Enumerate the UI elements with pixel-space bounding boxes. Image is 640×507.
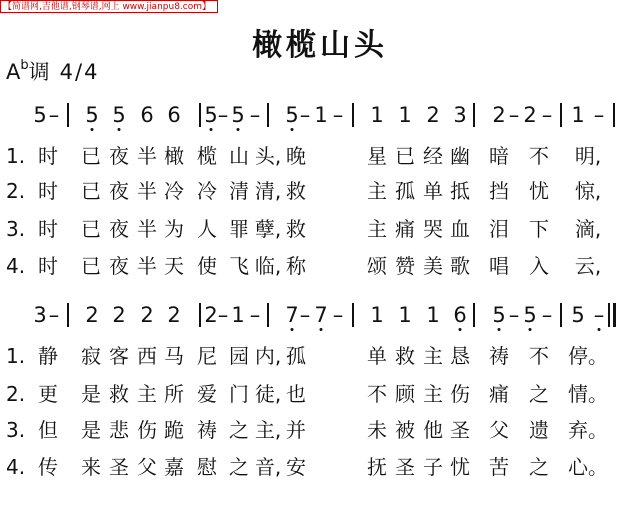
lyric-line-1-verse-2 [0, 176, 640, 206]
note: 2 [426, 103, 440, 127]
lyric-char: 罪 [229, 217, 249, 241]
lower-octave-dot [210, 128, 213, 131]
dash-extension: – [249, 103, 261, 127]
lyric-char: 来 [81, 455, 101, 479]
dash-extension: – [508, 303, 520, 327]
dash-extension: – [217, 303, 229, 327]
lyric-char: 入 [529, 254, 549, 278]
barline [67, 303, 69, 327]
note: 1 [571, 103, 585, 127]
lyric-char: 血 [450, 217, 470, 241]
lyric-char: 晚 [286, 144, 306, 168]
note: 1 [398, 103, 412, 127]
lyric-char: 内, [254, 344, 282, 368]
dash-extension: – [48, 103, 60, 127]
note: 5 [492, 303, 506, 327]
song-title: 橄榄山头 [252, 28, 388, 63]
lyric-char: 忧 [529, 179, 549, 203]
time-signature: 4/4 [59, 60, 100, 84]
dash-extension: – [541, 303, 553, 327]
verse-number: 4. [6, 254, 26, 278]
lyric-char: 孤 [395, 179, 415, 203]
lower-octave-dot [291, 128, 294, 131]
verse-number: 3. [6, 217, 26, 241]
lyric-char: 使 [197, 254, 217, 278]
lower-octave-dot [320, 328, 323, 331]
lyric-char: 跪 [164, 418, 184, 442]
note: 1 [314, 103, 328, 127]
barline [267, 303, 269, 327]
lyric-char: 云, [574, 254, 602, 278]
lyric-char: 救 [395, 344, 415, 368]
lyric-char: 明, [574, 144, 602, 168]
lyric-char: 子 [423, 455, 443, 479]
note: 2 [112, 303, 126, 327]
lyric-char: 临, [254, 254, 282, 278]
lyric-char: 安 [286, 455, 306, 479]
dash-extension: – [249, 303, 261, 327]
lyric-char: 已 [81, 179, 101, 203]
lyric-char: 圣 [395, 455, 415, 479]
notation-row-2 [0, 300, 640, 330]
lower-octave-dot [118, 128, 121, 131]
lyric-char: 单 [423, 179, 443, 203]
lyric-char: 挡 [489, 179, 509, 203]
lyric-char: 恳 [450, 344, 470, 368]
lyric-char: 苦 [489, 455, 509, 479]
verse-number: 2. [6, 382, 26, 406]
lyric-char: 心。 [568, 455, 608, 479]
note: 5 [204, 103, 218, 127]
lyric-char: 伤 [450, 382, 470, 406]
lyric-char: 赞 [395, 254, 415, 278]
verse-number: 1. [6, 344, 26, 368]
lyric-char: 静 [38, 344, 58, 368]
lyric-line-2-verse-1 [0, 341, 640, 371]
note: 2 [204, 303, 218, 327]
lyric-char: 为 [164, 217, 184, 241]
lyric-char: 时 [38, 179, 58, 203]
lyric-char: 时 [38, 144, 58, 168]
lyric-char: 圣 [450, 418, 470, 442]
lower-octave-dot [529, 328, 532, 331]
note: 5 [33, 103, 47, 127]
lyric-char: 停。 [568, 344, 608, 368]
lyric-char: 半 [137, 254, 157, 278]
lyric-line-1-verse-4 [0, 251, 640, 281]
lyric-char: 并 [286, 418, 306, 442]
lyric-char: 徒, [254, 382, 282, 406]
barline [608, 303, 610, 327]
verse-number: 2. [6, 179, 26, 203]
lyric-char: 颂 [367, 254, 387, 278]
lyric-char: 夜 [109, 144, 129, 168]
lyric-char: 抵 [450, 179, 470, 203]
lyric-char: 不 [529, 344, 549, 368]
lyric-char: 门 [229, 382, 249, 406]
lyric-char: 父 [137, 455, 157, 479]
note: 1 [231, 303, 245, 327]
barline [473, 103, 475, 127]
lyric-char: 榄 [197, 144, 217, 168]
key-letter: A [6, 60, 21, 84]
barline [352, 103, 354, 127]
lyric-char: 父 [489, 418, 509, 442]
note: 5 [231, 103, 245, 127]
lyric-char: 情。 [568, 382, 608, 406]
lyric-char: 是 [81, 382, 101, 406]
lyric-char: 头, [254, 144, 282, 168]
lyric-char: 半 [137, 144, 157, 168]
lyric-char: 经 [423, 144, 443, 168]
lyric-char: 幽 [450, 144, 470, 168]
lyric-char: 嘉 [164, 455, 184, 479]
site-watermark-banner: 【简谱网,吉他谱,钢琴谱,网上 www.jianpu8.com】 [0, 0, 218, 13]
lyric-char: 痛 [395, 217, 415, 241]
note: 2 [167, 303, 181, 327]
lyric-char: 已 [81, 144, 101, 168]
lyric-char: 是 [81, 418, 101, 442]
lyric-char: 尼 [197, 344, 217, 368]
key-signature [6, 56, 99, 86]
note: 5 [85, 103, 99, 127]
lyric-char: 山 [229, 144, 249, 168]
lyric-char: 惊, [574, 179, 602, 203]
note: 1 [426, 303, 440, 327]
dash-extension: – [593, 303, 605, 327]
note: 6 [140, 103, 154, 127]
lyric-char: 天 [164, 254, 184, 278]
lyric-char: 伤 [137, 418, 157, 442]
note: 3 [453, 103, 467, 127]
verse-number: 3. [6, 418, 26, 442]
lyric-char: 半 [137, 179, 157, 203]
lyric-char: 主 [367, 179, 387, 203]
lyric-char: 下 [529, 217, 549, 241]
barline [267, 103, 269, 127]
barline [560, 103, 562, 127]
verse-number: 1. [6, 144, 26, 168]
lyric-char: 所 [164, 382, 184, 406]
lyric-char: 也 [286, 382, 306, 406]
lyric-char: 主 [423, 382, 443, 406]
lyric-char: 唱 [489, 254, 509, 278]
lyric-char: 已 [395, 144, 415, 168]
lyric-char: 半 [137, 217, 157, 241]
lyric-char: 冷 [197, 179, 217, 203]
lyric-char: 不 [367, 382, 387, 406]
dash-extension: – [299, 303, 311, 327]
note: 2 [85, 303, 99, 327]
lyric-char: 不 [529, 144, 549, 168]
lyric-char: 主 [367, 217, 387, 241]
lyric-char: 已 [81, 217, 101, 241]
lyric-char: 他 [423, 418, 443, 442]
lyric-char: 清 [229, 179, 249, 203]
note: 5 [523, 303, 537, 327]
lyric-char: 歌 [450, 254, 470, 278]
lyric-line-1-verse-1 [0, 141, 640, 171]
lyric-char: 园 [229, 344, 249, 368]
note: 1 [398, 303, 412, 327]
dash-extension: – [299, 103, 311, 127]
lyric-char: 顾 [395, 382, 415, 406]
lyric-char: 人 [197, 217, 217, 241]
note: 1 [370, 103, 384, 127]
lyric-char: 滴, [574, 217, 602, 241]
lyric-char: 孽, [254, 217, 282, 241]
lyric-char: 悲 [109, 418, 129, 442]
lyric-char: 未 [367, 418, 387, 442]
note: 3 [33, 303, 47, 327]
lyric-char: 已 [81, 254, 101, 278]
lyric-char: 夜 [109, 179, 129, 203]
lyric-char: 客 [109, 344, 129, 368]
lyric-char: 清, [254, 179, 282, 203]
lower-octave-dot [598, 328, 601, 331]
barline [199, 103, 201, 127]
barline [473, 303, 475, 327]
dash-extension: – [541, 103, 553, 127]
note: 5 [112, 103, 126, 127]
lyric-char: 马 [164, 344, 184, 368]
dash-extension: – [593, 103, 605, 127]
barline [352, 303, 354, 327]
lyric-char: 弃。 [568, 418, 608, 442]
lyric-char: 祷 [197, 418, 217, 442]
lyric-char: 泪 [489, 217, 509, 241]
dash-extension: – [508, 103, 520, 127]
final-barline [613, 303, 616, 327]
note: 7 [314, 303, 328, 327]
verse-number: 4. [6, 455, 26, 479]
lyric-char: 救 [286, 217, 306, 241]
lyric-char: 寂 [81, 344, 101, 368]
notation-row-1 [0, 100, 640, 130]
dash-extension: – [217, 103, 229, 127]
lyric-char: 之 [229, 455, 249, 479]
lyric-char: 时 [38, 217, 58, 241]
lyric-char: 爱 [197, 382, 217, 406]
lyric-char: 圣 [109, 455, 129, 479]
lyric-char: 但 [38, 418, 58, 442]
lyric-line-1-verse-3 [0, 214, 640, 244]
lower-octave-dot [498, 328, 501, 331]
lower-octave-dot [459, 328, 462, 331]
lyric-char: 抚 [367, 455, 387, 479]
dash-extension: – [332, 103, 344, 127]
lower-octave-dot [237, 128, 240, 131]
lower-octave-dot [291, 328, 294, 331]
lower-octave-dot [91, 128, 94, 131]
lyric-char: 夜 [109, 254, 129, 278]
lyric-line-2-verse-3 [0, 415, 640, 445]
lyric-char: 美 [423, 254, 443, 278]
lyric-char: 暗 [489, 144, 509, 168]
note: 6 [167, 103, 181, 127]
lyric-char: 祷 [489, 344, 509, 368]
barline [199, 303, 201, 327]
lyric-char: 救 [109, 382, 129, 406]
lyric-char: 之 [529, 382, 549, 406]
note: 2 [523, 103, 537, 127]
lyric-char: 主 [137, 382, 157, 406]
lyric-char: 橄 [164, 144, 184, 168]
note: 1 [370, 303, 384, 327]
lyric-char: 冷 [164, 179, 184, 203]
lyric-line-2-verse-4 [0, 452, 640, 482]
dash-extension: – [48, 303, 60, 327]
lyric-line-2-verse-2 [0, 379, 640, 409]
note: 7 [285, 303, 299, 327]
key-mode: 调 [28, 60, 50, 84]
key-accidental: b [20, 58, 29, 73]
lyric-char: 传 [38, 455, 58, 479]
lyric-char: 称 [286, 254, 306, 278]
lyric-char: 孤 [286, 344, 306, 368]
lyric-char: 夜 [109, 217, 129, 241]
lyric-char: 痛 [489, 382, 509, 406]
lyric-char: 遗 [529, 418, 549, 442]
note: 5 [571, 303, 585, 327]
barline [613, 103, 615, 127]
barline [560, 303, 562, 327]
lyric-char: 更 [38, 382, 58, 406]
note: 2 [140, 303, 154, 327]
dash-extension: – [332, 303, 344, 327]
lyric-char: 主, [254, 418, 282, 442]
lyric-char: 之 [529, 455, 549, 479]
lyric-char: 单 [367, 344, 387, 368]
lyric-char: 哭 [423, 217, 443, 241]
note: 6 [453, 303, 467, 327]
lyric-char: 西 [137, 344, 157, 368]
lyric-char: 音, [254, 455, 282, 479]
lyric-char: 主 [423, 344, 443, 368]
lyric-char: 被 [395, 418, 415, 442]
lyric-char: 飞 [229, 254, 249, 278]
lyric-char: 星 [367, 144, 387, 168]
lyric-char: 救 [286, 179, 306, 203]
lyric-char: 慰 [197, 455, 217, 479]
barline [67, 103, 69, 127]
lyric-char: 之 [229, 418, 249, 442]
lyric-char: 时 [38, 254, 58, 278]
lyric-char: 忧 [450, 455, 470, 479]
note: 5 [285, 103, 299, 127]
note: 2 [492, 103, 506, 127]
